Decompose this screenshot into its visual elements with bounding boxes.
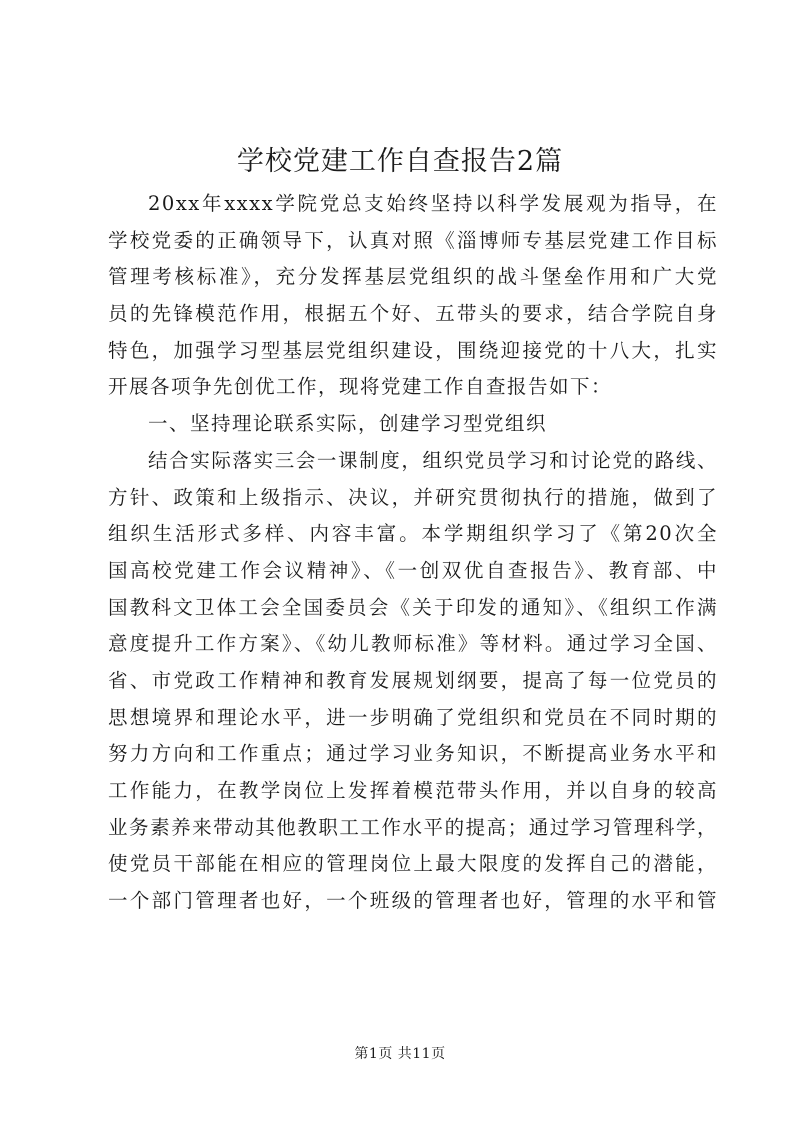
body-line: 使党员干部能在相应的管理岗位上最大限度的发挥自己的潜能，: [108, 852, 718, 876]
body-line: 学校党委的正确领导下，认真对照《淄博师专基层党建工作目标: [108, 228, 718, 252]
body-line: 特色，加强学习型基层党组织建设，围绕迎接党的十八大，扎实: [108, 338, 718, 362]
body-line: 思想境界和理论水平，进一步明确了党组织和党员在不同时期的: [108, 705, 718, 729]
body-line: 员的先锋模范作用，根据五个好、五带头的要求，结合学院自身: [108, 302, 718, 326]
body-line: 管理考核标准》，充分发挥基层党组织的战斗堡垒作用和广大党: [108, 265, 718, 289]
body-line: 工作能力，在教学岗位上发挥着模范带头作用，并以自身的较高: [108, 779, 718, 802]
body-line: 意度提升工作方案》、《幼儿教师标准》等材料。通过学习全国、: [108, 632, 718, 656]
body-line: 一个部门管理者也好，一个班级的管理者也好，管理的水平和管: [108, 889, 718, 913]
body-line: 国教科文卫体工会全国委员会《关于印发的通知》、《组织工作满: [108, 595, 718, 619]
body-line: 开展各项争先创优工作，现将党建工作自查报告如下：: [108, 375, 613, 399]
body-line: 结合实际落实三会一课制度，组织党员学习和讨论党的路线、: [148, 448, 718, 472]
document-title: 学校党建工作自查报告2篇: [236, 146, 564, 177]
body-line: 业务素养来带动其他教职工工作水平的提高；通过学习管理科学，: [108, 815, 718, 839]
body-line: 方针、政策和上级指示、决议，并研究贯彻执行的措施，做到了: [108, 485, 718, 509]
body-line: 国高校党建工作会议精神》、《一创双优自查报告》、教育部、中: [108, 558, 718, 582]
body-line: 努力方向和工作重点；通过学习业务知识，不断提高业务水平和: [108, 742, 718, 766]
body-line: 组织生活形式多样、内容丰富。本学期组织学习了《第20次全: [108, 522, 718, 546]
body-line: 20xx年xxxx学院党总支始终坚持以科学发展观为指导，在: [148, 192, 718, 215]
document-body: [108, 186, 718, 920]
page-footer: 第1页 共11页: [354, 1046, 446, 1062]
body-line: 省、市党政工作精神和教育发展规划纲要，提高了每一位党员的: [108, 668, 718, 692]
body-line: 一、坚持理论联系实际，创建学习型党组织: [148, 412, 548, 436]
